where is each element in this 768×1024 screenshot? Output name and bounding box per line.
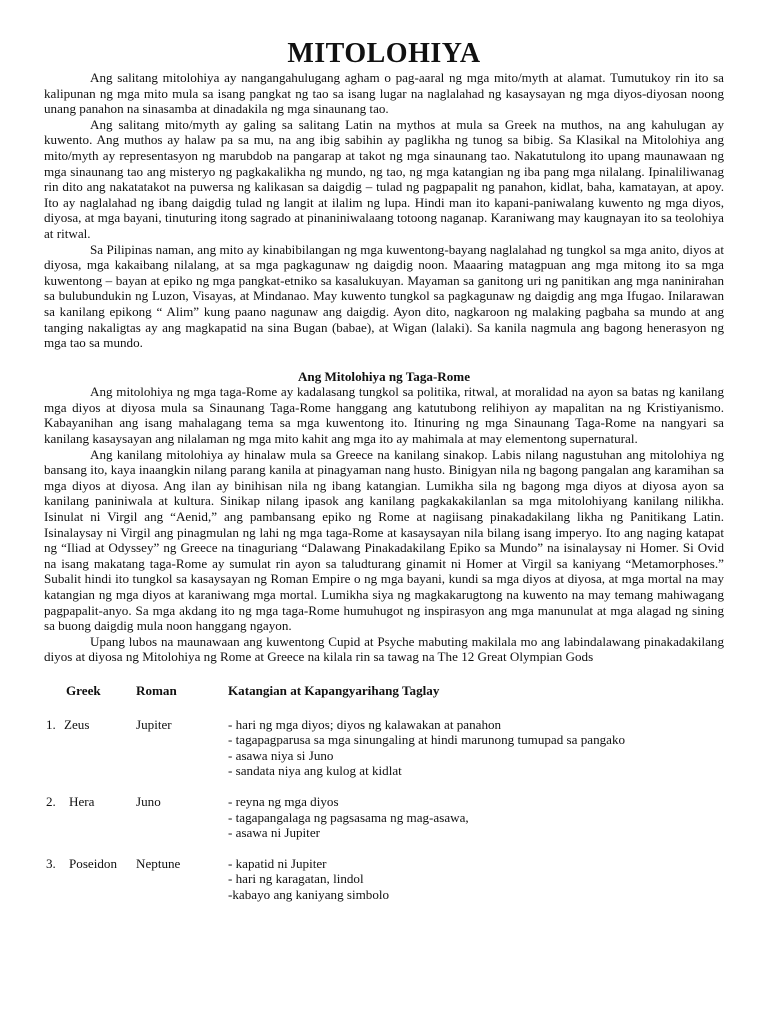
greek-name-cell: 2. Hera: [46, 793, 95, 809]
header-roman: Roman: [136, 682, 177, 698]
header-traits: Katangian at Kapangyarihang Taglay: [228, 682, 440, 698]
traits-cell: - reyna ng mga diyos - tagapangalaga ng pagsasama ng mag-asawa, - asawa ni Jupiter: [228, 793, 469, 841]
table-header-row: [46, 683, 718, 699]
roman-name-cell: Neptune: [136, 855, 181, 871]
section-paragraph-2: Ang kanilang mitolohiya ay hinalaw mula sa Greece na kanilang sinakop. Labis nilang nagustuhan ang mitolohiya ng bansang ito, kaya inaangkin nilang parang kanila at pinagyaman nang husto. Binigyan nila ng bagong pangalan ang karamihan sa mga diyos at diyosa. Ang ilan ay binihisan nila ng ibang katangian. Lumikha sila ng bagong mga diyos at diyosa ayon sa kanilang paniniwala at kultura. Sinikap nilang ipasok ang kanilang pagkakakilanlan sa mga mitolohiyang kanilang nilikha. Isinulat ni Virgil ang “Aenid,” ang pambansang epiko ng Rome at nagiisang pinakadakilang likha ng Panitikang Latin. Isinalaysay ni Virgil ang pinagmulan ng lahi ng mga taga-Rome at kasaysayan nila bilang isang imperyo. Ito ang naging katapat ng “Iliad at Odyssey” ng Greece na tinaguriang “Dalawang Pinakadakilang Epiko sa Mundo” na isinalaysay ni Homer. Si Ovid na isang makatang taga-Rome ay sumulat rin ayon sa taludturang ginamit ni Homer at Virgil sa kaniyang “Metamorphoses.” Subalit hindi ito tungkol sa kasaysayan ng Roman Empire o ng mga bayani, kundi sa mga diyos at diyosa, at mga mortal na may katangian ng mga diyos at karaniwang mga mortal. Lumikha siya ng magkakarugtong na kuwento na may temang mahiwagang pagpapalit-anyo. Sa mga akdang ito ng mga taga-Rome humuhugot ng inspirasyon ang mga manunulat at mga alagad ng sining sa buong daigdig mula noon hanggang ngayon.: [44, 446, 724, 634]
roman-name-cell: Juno: [136, 793, 161, 809]
table-row: [46, 856, 718, 903]
intro-paragraph-1: Ang salitang mitolohiya ay nangangahulugang agham o pag-aaral ng mga mito/myth at alamat. Tumutukoy rin ito sa kalipunan ng mga mito mula sa isang pangkat ng tao sa isang lugar na naglalahad ng kasaysayan ng mga diyos-diyosan noong unang panahon na sinasamba at dinadakila ng mga sinaunang tao.: [44, 70, 724, 117]
gods-table: [46, 683, 718, 903]
header-greek: Greek: [66, 682, 101, 698]
traits-cell: - kapatid ni Jupiter - hari ng karagatan, lindol -kabayo ang kaniyang simbolo: [228, 855, 390, 902]
page-title: MITOLOHIYA: [287, 38, 481, 69]
section-title: Ang Mitolohiya ng Taga-Rome: [297, 368, 471, 384]
greek-name-cell: 3. Poseidon: [46, 855, 118, 871]
traits-cell: - hari ng mga diyos; diyos ng kalawakan at panahon - tagapagparusa sa mga sinungaling at hindi marunong tumupad sa pangako - asawa niya si Juno - sandata niya ang kulog at kidlat: [228, 716, 626, 779]
greek-name-cell: 1. Zeus: [46, 716, 90, 732]
section-paragraph-1: Ang mitolohiya ng mga taga-Rome ay kadalasang tungkol sa politika, ritwal, at moralidad na ayon sa batas ng kanilang mga diyos at diyosa mula sa Sinaunang Taga-Rome hanggang ang katutubong relihiyon ay mapalitan na ng Kristiyanismo. Kabayanihan ang isang mahalagang tema sa mga kuwentong ito. Itinuring ng mga Sinaunang Taga-Rome na nangyari sa kanilang kasaysayan ang nilalaman ng mga mito kahit ang mga ito ay mahimala at may elementong supernatural.: [44, 384, 724, 447]
section-paragraph-3: Upang lubos na maunawaan ang kuwentong Cupid at Psyche mabuting makilala mo ang labindalawang pinakadakilang diyos at diyosa ng Mitolohiya ng Rome at Greece na kilala rin sa tawag na The 12 Great Olympian Gods: [44, 633, 724, 665]
table-row: [46, 794, 718, 841]
intro-paragraph-2: Ang salitang mito/myth ay galing sa salitang Latin na mythos at mula sa Greek na muthos, na ang kahulugan ay kuwento. Ang muthos ay halaw pa sa mu, na ang ibig sabihin ay paglikha ng tunog sa bibig. Sa Klasikal na Mitolohiya ang mito/myth ay representasyon ng marubdob na pangarap at takot ng mga sinaunang tao. Nakatutulong ito upang maunawaan ng mga sinaunang tao ang misteryo ng pagkakalikha ng mundo, ng tao, ng mga katangian ng iba pang mga nilalang. Ipinaliliwanag rin dito ang nakatatakot na puwersa ng kalikasan sa daigdig – tulad ng pagpapalit ng panahon, kidlat, baha, kamatayan, at apoy. Ito ay naglalahad ng ibang daigdig tulad ng langit at ilalim ng lupa. Hindi man ito kapani-paniwalang kuwento ng mga diyos, diyosa, at mga bayani, tinuturing itong sagrado at pinaniniwalaang totoong naganap. Karaniwang may kaugnayan ito sa teolohiya at ritwal.: [44, 116, 724, 241]
intro-paragraph-3: Sa Pilipinas naman, ang mito ay kinabibilangan ng mga kuwentong-bayang naglalahad ng tungkol sa mga anito, diyos at diyosa, mga kakaibang nilalang, at sa mga pagkagunaw ng daigdig noon. Maaaring matagpuan ang mga mitong ito sa mga kuwentong – bayan at epiko ng mga pangkat-etniko sa kasalukuyan. Mayaman sa ganitong uri ng panitikan ang mga naninirahan sa bulubundukin ng Luzon, Visayas, at Mindanao. May kuwento tungkol sa pagkagunaw ng daigdig ang mga Ifugao. Inilarawan sa kanilang epikong “ Alim” kung paano nagunaw ang daigdig. Ayon dito, nagkaroon ng malaking pagbaha sa mundo at ang tanging nakaligtas ay ang magkapatid na sina Bugan (babae), at Wigan (lalaki). Sa kanila nagmula ang bagong henerasyon ng mga tao sa mundo.: [44, 241, 724, 351]
table-row: [46, 717, 718, 779]
roman-name-cell: Jupiter: [136, 716, 172, 732]
